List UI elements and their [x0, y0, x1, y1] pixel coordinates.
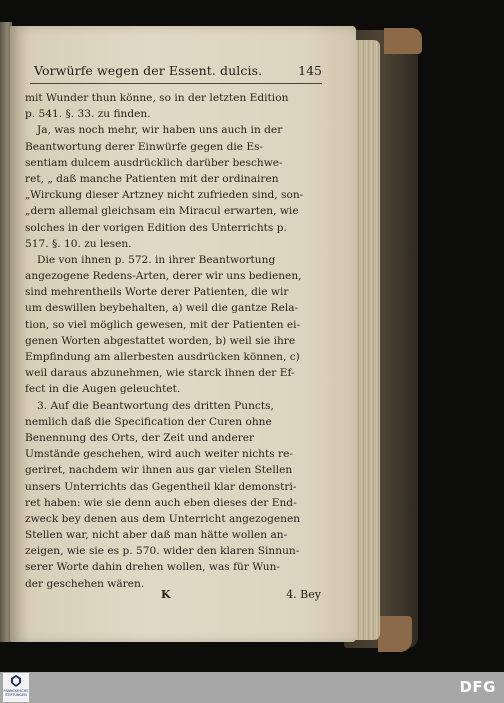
text-line: angezogene Redens-Arten, derer wir uns bedienen,: [25, 270, 302, 283]
text-line: Die von ihnen p. 572. in ihrer Beantwortung: [37, 253, 276, 266]
text-line: serer Worte dahin drehen wollen, was für Wun-: [25, 561, 280, 574]
cover-corner-bottom: [378, 616, 412, 652]
logo-caption: FRANCKESCHE STIFTUNGEN: [3, 689, 29, 697]
dfg-logo[interactable]: DFG: [459, 678, 496, 696]
text-line: unsers Unterrichts das Gegentheil klar demonstri-: [25, 480, 297, 493]
text-line: Benennung des Orts, der Zeit und anderer: [25, 431, 255, 444]
text-line: zeigen, wie sie es p. 570. wider den klaren Sinnun-: [25, 545, 300, 558]
text-line: p. 541. §. 33. zu finden.: [25, 108, 151, 121]
text-line: „dern allemal gleichsam ein Miracul erwarten, wie: [25, 205, 299, 218]
text-line: fect in die Augen geleuchtet.: [25, 383, 181, 396]
franckesche-stiftungen-logo[interactable]: [3, 673, 29, 702]
page-number: 145: [298, 63, 322, 78]
crest-icon: [11, 675, 21, 687]
page-body-text: [25, 90, 323, 592]
text-line: ret haben: wie sie denn auch eben dieses der End-: [25, 496, 297, 509]
text-line: weil daraus abzunehmen, wie starck ihnen der Ef-: [25, 367, 295, 380]
text-line: um deswillen beybehalten, a) weil die gantze Rela-: [25, 302, 299, 315]
text-line: Stellen war, nicht aber daß man hätte wollen an-: [25, 529, 288, 542]
text-line: 517. §. 10. zu lesen.: [25, 237, 132, 250]
text-line: solches in der vorigen Edition des Unterrichts p.: [25, 221, 287, 234]
text-line: zweck bey denen aus dem Unterricht angezogenen: [25, 512, 301, 525]
text-line: Empfindung am allerbesten ausdrücken können, c): [25, 351, 300, 363]
text-line: „Wirckung dieser Artzney nicht zufrieden sind, son-: [25, 189, 304, 202]
viewer-footer-bar: [0, 672, 504, 703]
cover-corner-top: [384, 28, 422, 54]
text-line: ret, „ daß manche Patienten mit der ordinairen: [25, 172, 279, 185]
text-line: tion, so viel möglich gewesen, mit der Patienten ei-: [25, 318, 301, 331]
text-line: geriret, nachdem wir ihnen aus gar vielen Stellen: [25, 464, 293, 477]
text-line: nemlich daß die Specification der Curen ohne: [25, 415, 272, 428]
text-line: sentiam dulcem ausdrücklich darüber beschwe-: [25, 156, 283, 169]
catchword: 4. Bey: [286, 588, 321, 601]
running-head-title: Vorwürfe wegen der Essent. dulcis.: [34, 63, 263, 78]
page-footer: [25, 588, 321, 604]
text-line: mit Wunder thun könne, so in der letzten Edition: [25, 92, 289, 104]
signature-mark: K: [161, 588, 171, 601]
text-line: Beantwortung derer Einwürfe gegen die Es-: [25, 140, 264, 153]
header-rule: [30, 83, 322, 84]
running-header: [34, 63, 322, 81]
text-line: 3. Auf die Beantwortung des dritten Puncts,: [37, 399, 274, 412]
text-line: genen Worten abgestattet worden, b) weil sie ihre: [25, 334, 296, 347]
text-line: Umstände geschehen, wird auch weiter nichts re-: [25, 448, 293, 461]
text-line: Ja, was noch mehr, wir haben uns auch in der: [37, 124, 283, 137]
text-line: sind mehrentheils Worte derer Patienten, die wir: [25, 286, 289, 299]
text-line: der geschehen wären.: [25, 577, 145, 590]
